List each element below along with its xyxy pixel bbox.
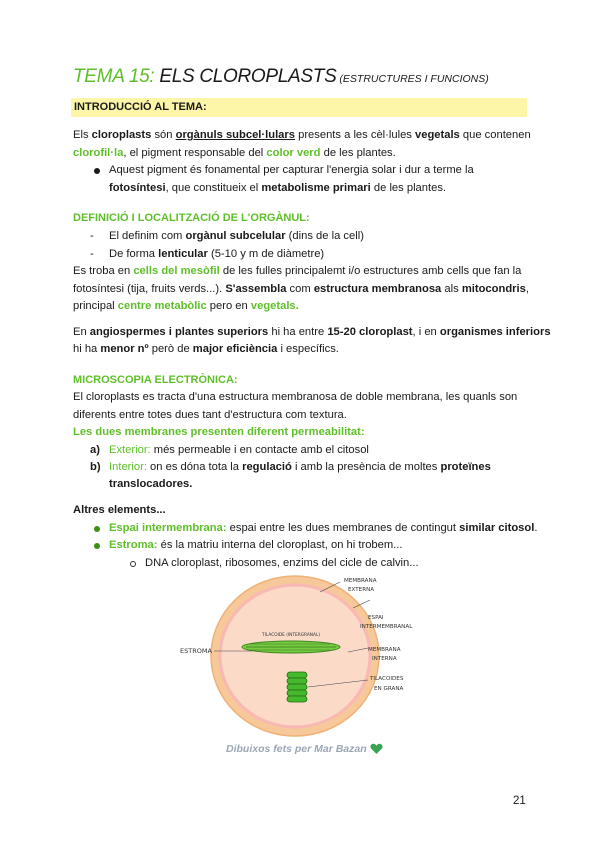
thylakoid-label: TILACOIDE (INTERGRANAL) bbox=[261, 633, 321, 638]
espai-intermembrana: Espai intermembrana: espai entre les dues membranes de contingut similar citosol. bbox=[109, 522, 538, 534]
tilacoides-label-2: EN GRANA bbox=[374, 686, 404, 692]
figure-caption: Dibuixos fets per Mar Bazan bbox=[226, 743, 383, 755]
micro-line-1: El cloroplasts es tracta d'una estructura membranosa de doble membrana, les quanls son bbox=[73, 391, 518, 403]
dash-marker: - bbox=[90, 248, 94, 260]
page-number: 21 bbox=[513, 795, 526, 807]
heart-icon bbox=[370, 743, 383, 755]
grana-stack bbox=[287, 672, 307, 702]
intro-line-2: clorofil·la, el pigment responsable del color verd de les plantes. bbox=[73, 147, 396, 159]
bullet-circle bbox=[126, 558, 140, 570]
intro-heading: INTRODUCCIÓ AL TEMA: bbox=[74, 101, 207, 113]
definicio-line-2: De forma lenticular (5-10 y m de diàmetre) bbox=[109, 248, 325, 260]
bullet-dot bbox=[90, 165, 104, 177]
micro-exterior: Exterior: més permeable i en contacte amb el citosol bbox=[109, 444, 369, 456]
membrana-interna-label: MEMBRANA bbox=[368, 647, 401, 653]
page-title: TEMA 15: ELS CLOROPLASTS (ESTRUCTURES I FUNCIONS) bbox=[73, 66, 489, 87]
list-marker-b: b) bbox=[90, 461, 101, 473]
estroma-label: ESTROMA bbox=[180, 647, 212, 655]
chloroplast-diagram bbox=[170, 572, 430, 742]
definicio-line-6: En angiospermes i plantes superiors hi ha entre 15-20 cloroplast, i en organismes inferiors bbox=[73, 326, 551, 338]
definicio-heading: DEFINICIÓ I LOCALITZACIÓ DE L'ORGÀNUL: bbox=[73, 212, 310, 224]
definicio-line-1: El definim com orgànul subcelular (dins de la cell) bbox=[109, 230, 364, 242]
definicio-line-4: fotosíntesi (tija, fruits verds...). S'assembla com estructura membranosa als mitocondris, bbox=[73, 283, 529, 295]
micro-line-2: diferents entre totes dues tant d'estructura com textura. bbox=[73, 409, 347, 421]
membrana-externa-label: MEMBRANA bbox=[344, 578, 377, 584]
bullet-dot-green bbox=[90, 523, 104, 535]
membrana-interna-label-2: INTERNA bbox=[372, 656, 397, 662]
inner-membrane-shape bbox=[220, 585, 370, 727]
espai-label: ESPAI bbox=[368, 615, 384, 621]
membrana-externa-label-2: EXTERNA bbox=[348, 587, 375, 593]
micro-line-3: Les dues membranes presenten diferent permeabilitat: bbox=[73, 426, 365, 438]
micro-interior-cont: translocadores. bbox=[109, 478, 193, 490]
intro-heading-bar bbox=[71, 98, 527, 117]
micro-interior: Interior: on es dóna tota la regulació i amb la presència de moltes proteïnes bbox=[109, 461, 491, 473]
definicio-line-5: principal centre metabòlic pero en vegetals. bbox=[73, 300, 299, 312]
tilacoides-label: TILACOIDES bbox=[370, 676, 404, 682]
definicio-line-3: Es troba en cells del mesòfil de les fulles principalemt i/o estructures amb cells que fan la bbox=[73, 265, 522, 277]
definicio-line-7: hi ha menor nº però de major eficiència i específics. bbox=[73, 343, 339, 355]
intro-line-1: Els cloroplasts són orgànuls subcel·lulars presents a les cèl·lules vegetals que contenen bbox=[73, 129, 531, 141]
bullet-dot-green bbox=[90, 540, 104, 552]
altres-elements: Altres elements... bbox=[73, 504, 166, 516]
estroma-subitem: DNA cloroplast, ribosomes, enzims del cicle de calvin... bbox=[145, 557, 419, 569]
microscopia-heading: MICROSCOPIA ELECTRÒNICA: bbox=[73, 374, 238, 386]
intro-bullet-line-1: Aquest pigment és fonamental per capturar l'energia solar i dur a terme la bbox=[109, 164, 474, 176]
espai-label-2: INTERMEMBRANAL bbox=[360, 624, 413, 630]
estroma-item: Estroma: és la matriu interna del cloroplast, on hi trobem... bbox=[109, 539, 403, 551]
list-marker-a: a) bbox=[90, 444, 100, 456]
intro-bullet-line-2: fotosíntesi, que constitueix el metabolisme primari de les plantes. bbox=[109, 182, 447, 194]
dash-marker: - bbox=[90, 230, 94, 242]
